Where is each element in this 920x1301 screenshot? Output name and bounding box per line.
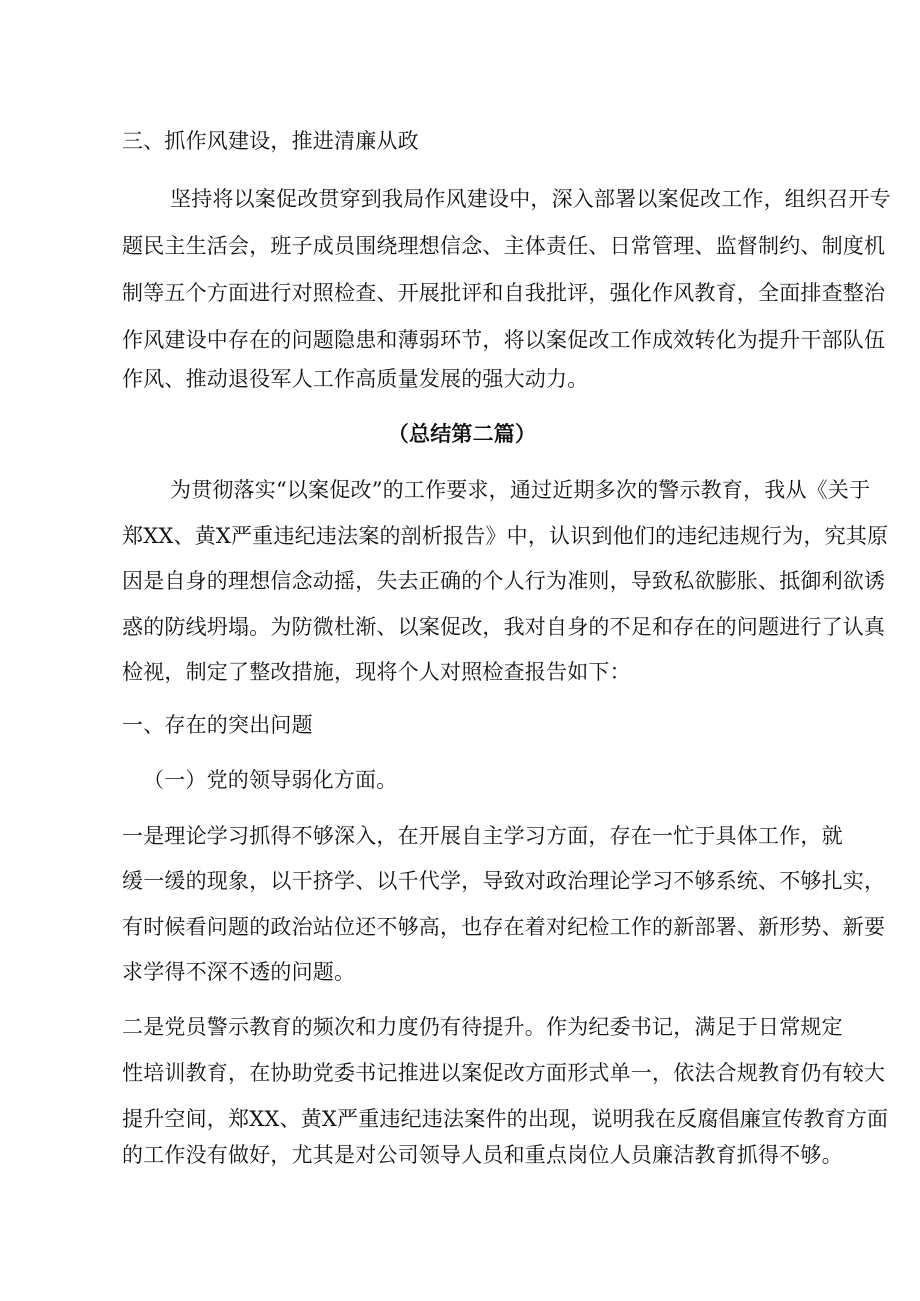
paragraph-line: 一是理论学习抓得不够深入，在开展自主学习方面，存在一忙于具体工作，就 [122, 824, 843, 848]
paragraph-line: 制等五个方面进行对照检查、开展批评和自我批评，强化作风教育，全面排查整治 [122, 281, 886, 305]
paragraph-line: 求学得不深不透的问题。 [122, 960, 356, 984]
paragraph-line: 检视，制定了整改措施，现将个人对照检查报告如下： [122, 660, 631, 684]
paragraph-line: 因是自身的理想信念动摇，失去正确的个人行为准则，导致私欲膨胀、抵御利欲诱 [122, 569, 886, 593]
paragraph-line: 作风建设中存在的问题隐患和薄弱环节，将以案促改工作成效转化为提升干部队伍 [122, 328, 886, 352]
paragraph-line: 为贯彻落实“以案促改”的工作要求，通过近期多次的警示教育，我从《关于 [170, 478, 871, 502]
paragraph-line: 有时候看问题的政治站位还不够高，也存在着对纪检工作的新部署、新形势、新要 [122, 915, 886, 939]
paragraph-line: 作风、推动退役军人工作高质量发展的强大动力。 [122, 367, 589, 391]
paragraph-line: 性培训教育，在协助党委书记推进以案促改方面形式单一，依法合规教育仍有较大 [122, 1061, 886, 1085]
section-heading: 一、存在的突出问题 [122, 713, 313, 737]
paragraph-line: 提升空间，郑XX、黄X严重违纪违法案件的出现，说明我在反腐倡廉宣传教育方面 [122, 1107, 889, 1131]
paragraph-line: 二是党员警示教育的频次和力度仍有待提升。作为纪委书记，满足于日常规定 [122, 1015, 843, 1039]
paragraph-line: 坚持将以案促改贯穿到我局作风建设中，深入部署以案促改工作，组织召开专 [170, 187, 891, 211]
paragraph-line: 缓一缓的现象，以干挤学、以千代学，导致对政治理论学习不够系统、不够扎实， [122, 869, 886, 893]
part-title: （总结第二篇） [387, 421, 537, 446]
paragraph-line: 郑XX、黄X严重违纪违法案的剖析报告》中，认识到他们的违纪违规行为，究其原 [122, 524, 889, 548]
sub-heading: （一）党的领导弱化方面。 [143, 768, 398, 792]
paragraph-line: 题民主生活会，班子成员围绕理想信念、主体责任、日常管理、监督制约、制度机 [122, 234, 886, 258]
paragraph-line: 的工作没有做好，尤其是对公司领导人员和重点岗位人员廉洁教育抓得不够。 [122, 1143, 843, 1167]
section-heading: 三、抓作风建设，推进清廉从政 [122, 129, 419, 153]
paragraph-line: 惑的防线坍塌。为防微杜渐、以案促改，我对自身的不足和存在的问题进行了认真 [122, 615, 886, 639]
